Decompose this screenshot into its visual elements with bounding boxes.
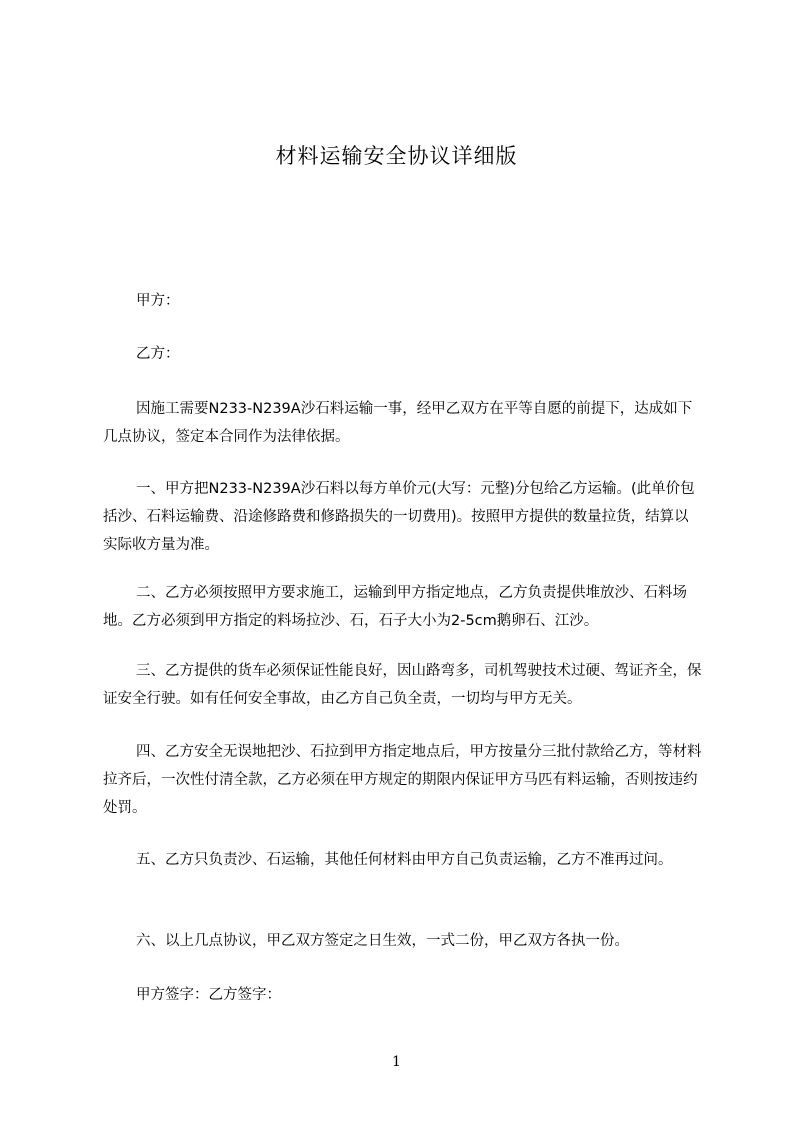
intro-paragraph: 因施工需要N233-N239A沙石料运输一事，经甲乙双方在平等自愿的前提下，达成如下几点协议，签定本合同作为法律依据。 [103, 401, 693, 445]
clause-4: 四、乙方安全无误地把沙、石拉到甲方指定地点后，甲方按量分三批付款给乙方，等材料拉齐后，一次性付清全款，乙方必须在甲方规定的期限内保证甲方马匹有料运输，否则按违约处罚。 [103, 744, 702, 816]
clause-3: 三、乙方提供的货车必须保证性能良好，因山路弯多，司机驾驶技术过硬、驾证齐全，保证安全行驶。如有任何安全事故，由乙方自己负全责，一切均与甲方无关。 [103, 663, 702, 707]
clause-5: 五、乙方只负责沙、石运输，其他任何材料由甲方自己负责运输，乙方不准再过问。 [136, 852, 673, 868]
document-title: 材料运输安全协议详细版 [275, 144, 518, 168]
clause-2: 二、乙方必须按照甲方要求施工，运输到甲方指定地点，乙方负责提供堆放沙、石料场地。乙方必须到甲方指定的料场拉沙、石，石子大小为2-5cm鹅卵石、江沙。 [103, 585, 687, 629]
page-number: 1 [392, 1054, 401, 1070]
signature-line: 甲方签字：乙方签字： [136, 987, 281, 1003]
clause-6: 六、以上几点协议，甲乙双方签定之日生效，一式二份，甲乙双方各执一份。 [136, 933, 629, 949]
party-b-label: 乙方： [136, 346, 180, 362]
clause-1: 一、甲方把N233-N239A沙石料以每方单价元(大写：元整)分包给乙方运输。(此单价包括沙、石料运输费、沿途修路费和修路损失的一切费用)。按照甲方提供的数量拉货，结算以实际收方量为准。 [103, 481, 695, 553]
party-a-label: 甲方： [136, 293, 180, 309]
